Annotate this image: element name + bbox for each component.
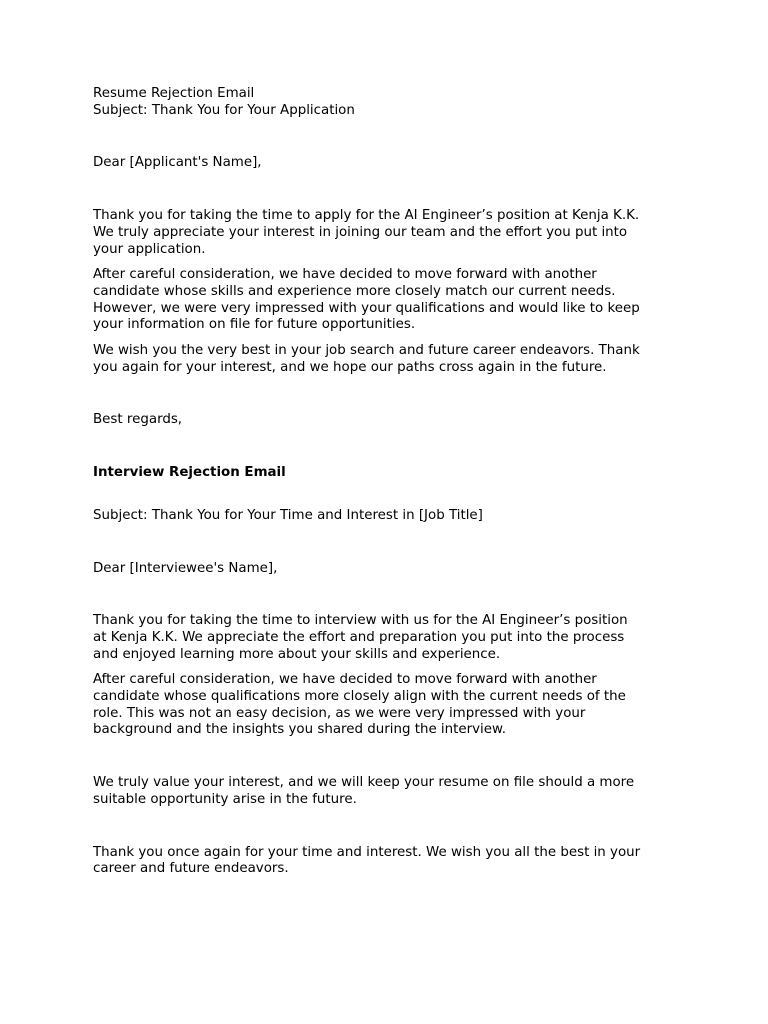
text-line: candidate whose skills and experience more closely match our current needs. [93, 283, 616, 299]
text-line: your application. [93, 241, 206, 257]
interview-paragraph-1 [93, 613, 683, 663]
resume-salutation: Dear [Applicant's Name], [93, 155, 262, 171]
interview-paragraph-3 [93, 775, 683, 808]
text-line: at Kenja K.K. We appreciate the effort and preparation you put into the process [93, 629, 625, 645]
text-line: background and the insights you shared during the interview. [93, 722, 506, 738]
text-line: Thank you for taking the time to apply for the AI Engineer’s position at Kenja K.K. [93, 208, 640, 224]
interview-rejection-section [93, 465, 683, 878]
text-line: and enjoyed learning more about your skills and experience. [93, 646, 501, 662]
resume-heading: Resume Rejection Email [93, 86, 255, 101]
text-line: After careful consideration, we have decided to move forward with another [93, 672, 597, 688]
text-line: career and future endeavors. [93, 861, 289, 877]
text-line: your information on file for future opportunities. [93, 317, 416, 333]
text-line: However, we were very impressed with your qualifications and would like to keep [93, 300, 640, 316]
interview-paragraph-2 [93, 672, 683, 739]
interview-paragraph-4 [93, 845, 683, 878]
resume-rejection-section [93, 86, 683, 429]
text-line: candidate whose qualifications more closely align with the current needs of the [93, 689, 626, 705]
document-page [93, 86, 683, 878]
text-line: Thank you once again for your time and interest. We wish you all the best in your [93, 844, 641, 860]
resume-paragraph-2 [93, 267, 683, 334]
text-line: We truly appreciate your interest in joining our team and the effort you put into [93, 224, 628, 240]
text-line: role. This was not an easy decision, as we were very impressed with your [93, 705, 586, 721]
text-line: We truly value your interest, and we will keep your resume on file should a more [93, 775, 635, 791]
resume-paragraph-1 [93, 208, 683, 258]
text-line: After careful consideration, we have decided to move forward with another [93, 267, 597, 283]
text-line: suitable opportunity arise in the future. [93, 791, 357, 807]
resume-paragraph-3 [93, 343, 683, 376]
text-line: Thank you for taking the time to interview with us for the AI Engineer’s position [93, 613, 628, 629]
resume-closing: Best regards, [93, 412, 183, 428]
text-line: We wish you the very best in your job search and future career endeavors. Thank [93, 343, 640, 359]
text-line: you again for your interest, and we hope our paths cross again in the future. [93, 359, 607, 375]
interview-subject: Subject: Thank You for Your Time and Interest in [Job Title] [93, 507, 483, 523]
interview-salutation: Dear [Interviewee's Name], [93, 560, 278, 576]
resume-subject: Subject: Thank You for Your Application [93, 102, 355, 118]
interview-heading: Interview Rejection Email [93, 465, 286, 481]
